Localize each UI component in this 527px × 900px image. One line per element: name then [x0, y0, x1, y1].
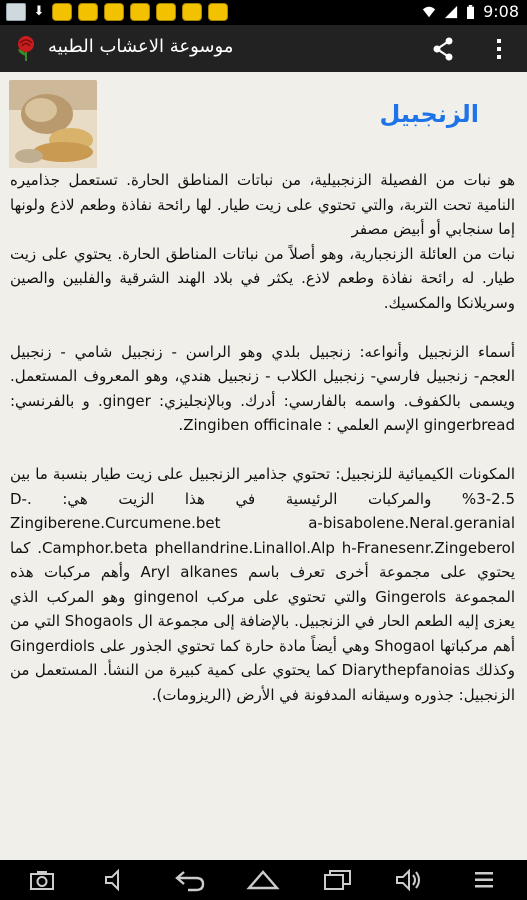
- app-notification-icon: [156, 3, 176, 21]
- paragraph-spacer: [10, 438, 515, 463]
- home-icon[interactable]: [246, 866, 280, 894]
- article-paragraph: أسماء الزنجبيل وأنواعه: زنجبيل بلدي وهو الراسن - زنجبيل شامي - زنجبيل العجم- زنجبيل فارسي- زنجبيل الكلاب - زنجبيل هندي، وهو المعروف المستعمل. ويسمى بالكفوف. واسمه بالفارسي: أدرك. وبالإنجليزي: ginger. و بالفرنسي: gingerbread الإسم العلمي : Zingiben officinale.: [10, 342, 516, 434]
- action-bar: [0, 25, 527, 72]
- recent-apps-icon[interactable]: [322, 866, 354, 894]
- download-icon: ⬇: [33, 4, 45, 19]
- app-notification-icon: [78, 3, 98, 21]
- notification-icons: [6, 3, 228, 21]
- ginger-image: [9, 80, 97, 168]
- screenshot-icon[interactable]: [28, 866, 56, 894]
- back-icon[interactable]: [174, 866, 206, 894]
- volume-down-icon[interactable]: [102, 866, 130, 894]
- share-icon[interactable]: [430, 36, 456, 62]
- paragraph-spacer: [10, 315, 515, 340]
- app-title: موسوعة الاعشاب الطبيه: [48, 36, 234, 57]
- system-status: [422, 2, 519, 21]
- article-paragraph: نبات من العائلة الزنجبارية، وهو أصلاً من نباتات المناطق الحارة. يحتوي على زيت طيار. له رائحة نفاذة وطعم لاذع. يكثر في بلاد الهند الشرقية والفلبين والصين وسريلانكا والمكسيك.: [10, 244, 515, 312]
- navigation-bar: [0, 860, 527, 900]
- app-notification-icon: [208, 3, 228, 21]
- app-notification-icon: [104, 3, 124, 21]
- article-paragraph: المكونات الكيميائية للزنجبيل: تحتوي جذامير الزنجبيل على زيت طيار بنسبة ما بين 2.5-3% والمركبات الرئيسية في هذا الزيت هي: D-. Zingiberene.Curcumene.bet a-bisabolene.Neral.geranial Camphor.beta phellandrine.Linallol.Alp h-Franesenr.Zingeberol. كما يحتوي على مجموعة أخرى تعرف باسم Aryl alkanes وأهم مركبات هذه المجموعة Gingerols والتي تحتوي على مركب gingenol وهو المركب الذي يعزى إليه الطعم الحار في الزنجبيل. بالإضافة إلى مجموعة ال Shogaols التي من أهم مركباتها Shogaol وهي أيضاً مادة حارة كما تحتوي الجذور على Gingerdiols وكذلك Diarythepfanoias كما يحتوي على كمية كبيرة من النشأ. المستعمل من الزنجبيل: جذوره وسيقانه المدفونة في الأرض (الريزومات).: [10, 465, 516, 704]
- clock: 9:08: [483, 2, 519, 21]
- image-icon: [6, 3, 26, 21]
- signal-icon: [444, 5, 458, 19]
- article-paragraph: هو نبات من الفصيلة الزنجبيلية، من نباتات المناطق الحارة. تستعمل جذاميره النامية تحت التربة، والتي تحتوي على زيت طيار. لها رائحة نفاذة وطعم لاذع ولونها إما سنجابي أو أبيض مصفر: [10, 171, 515, 238]
- wifi-icon: [422, 5, 436, 19]
- app-notification-icon: [182, 3, 202, 21]
- article-body: [10, 168, 515, 707]
- app-notification-icon: [52, 3, 72, 21]
- app-notification-icon: [130, 3, 150, 21]
- overflow-menu-icon[interactable]: [490, 36, 508, 62]
- herb-title: الزنجبيل: [379, 100, 479, 128]
- battery-icon: [466, 5, 475, 19]
- status-bar: [0, 0, 527, 25]
- rose-icon: [12, 34, 40, 62]
- volume-up-icon[interactable]: [394, 866, 422, 894]
- menu-icon[interactable]: [470, 866, 498, 894]
- article-content[interactable]: [0, 72, 527, 860]
